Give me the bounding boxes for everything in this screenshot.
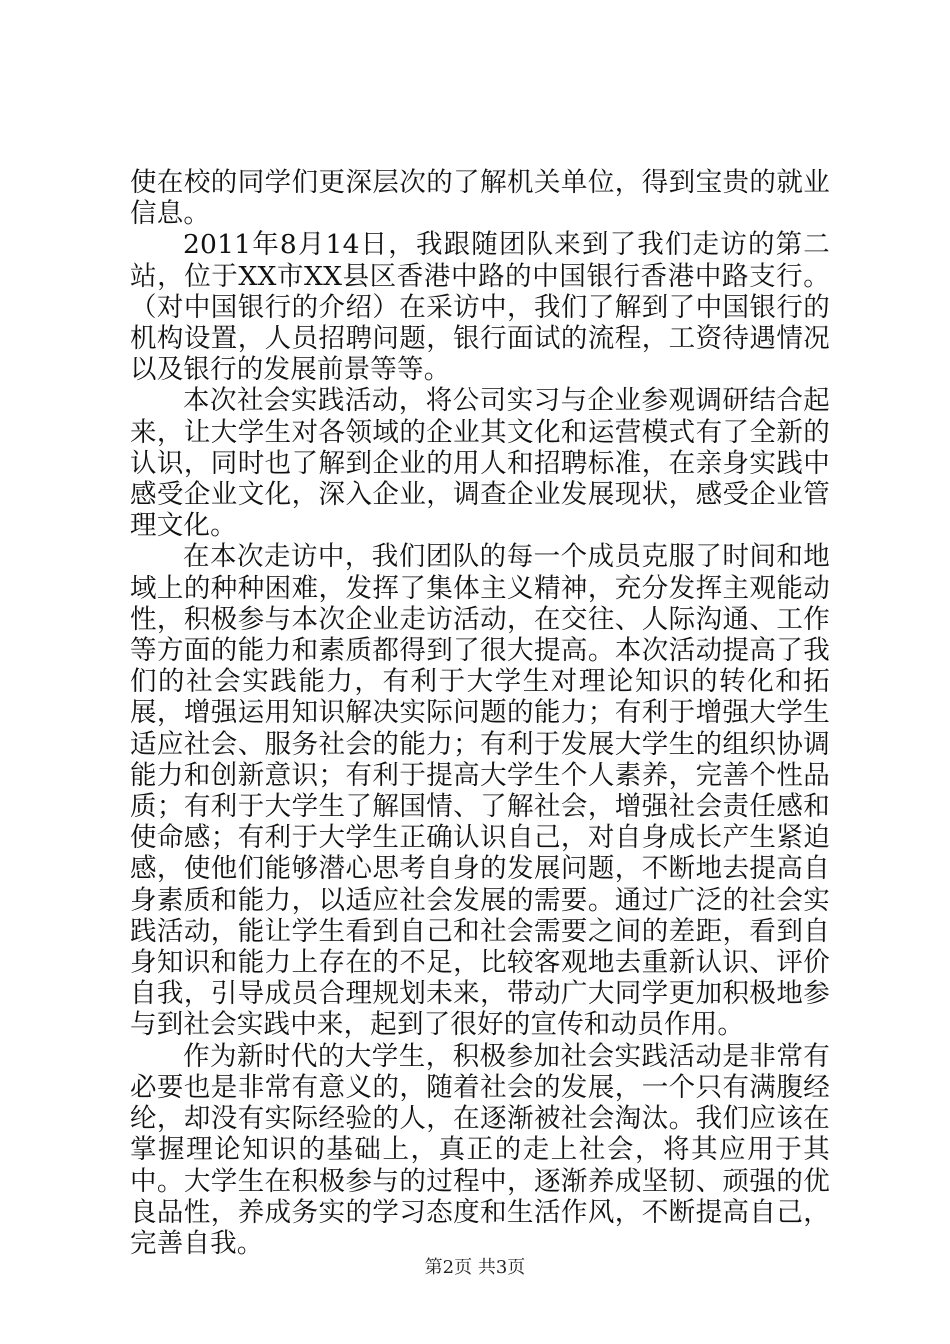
- paragraph-bank-visit: 2011年8月14日，我跟随团队来到了我们走访的第二站，位于XX市XX县区香港中路的中国银行香港中路支行。（对中国银行的介绍）在采访中，我们了解到了中国银行的机构设置，人员招聘问题，银行面试的流程，工资待遇情况以及银行的发展前景等等。: [130, 229, 830, 386]
- paragraph-conclusion: 作为新时代的大学生，积极参加社会实践活动是非常有必要也是非常有意义的，随着社会的发展，一个只有满腹经纶，却没有实际经验的人，在逐渐被社会淘汰。我们应该在掌握理论知识的基础上，真正的走上社会，将其应用于其中。大学生在积极参与的过程中，逐渐养成坚韧、顽强的优良品性，养成务实的学习态度和生活作风，不断提高自己，完善自我。: [130, 1040, 830, 1259]
- paragraph-team-gains: 在本次走访中，我们团队的每一个成员克服了时间和地域上的种种困难，发挥了集体主义精神，充分发挥主观能动性，积极参与本次企业走访活动，在交往、人际沟通、工作等方面的能力和素质都得到了很大提高。本次活动提高了我们的社会实践能力，有利于大学生对理论知识的转化和拓展，增强运用知识解决实际问题的能力；有利于增强大学生适应社会、服务社会的能力；有利于发展大学生的组织协调能力和创新意识；有利于提高大学生个人素养，完善个性品质；有利于大学生了解国情、了解社会，增强社会责任感和使命感；有利于大学生正确认识自己，对自身成长产生紧迫感，使他们能够潜心思考自身的发展问题，不断地去提高自身素质和能力，以适应社会发展的需要。通过广泛的社会实践活动，能让学生看到自己和社会需要之间的差距，看到自身知识和能力上存在的不足，比较客观地去重新认识、评价自我，引导成员合理规划未来，带动广大同学更加积极地参与到社会实践中来，起到了很好的宣传和动员作用。: [130, 541, 830, 1041]
- document-body: [130, 167, 830, 1259]
- paragraph-continuation: 使在校的同学们更深层次的了解机关单位，得到宝贵的就业信息。: [130, 167, 830, 230]
- paragraph-practice-summary: 本次社会实践活动，将公司实习与企业参观调研结合起来，让大学生对各领域的企业其文化和运营模式有了全新的认识，同时也了解到企业的用人和招聘标准，在亲身实践中感受企业文化，深入企业，调查企业发展现状，感受企业管理文化。: [130, 385, 830, 542]
- page-footer: 第2页 共3页: [424, 1257, 526, 1278]
